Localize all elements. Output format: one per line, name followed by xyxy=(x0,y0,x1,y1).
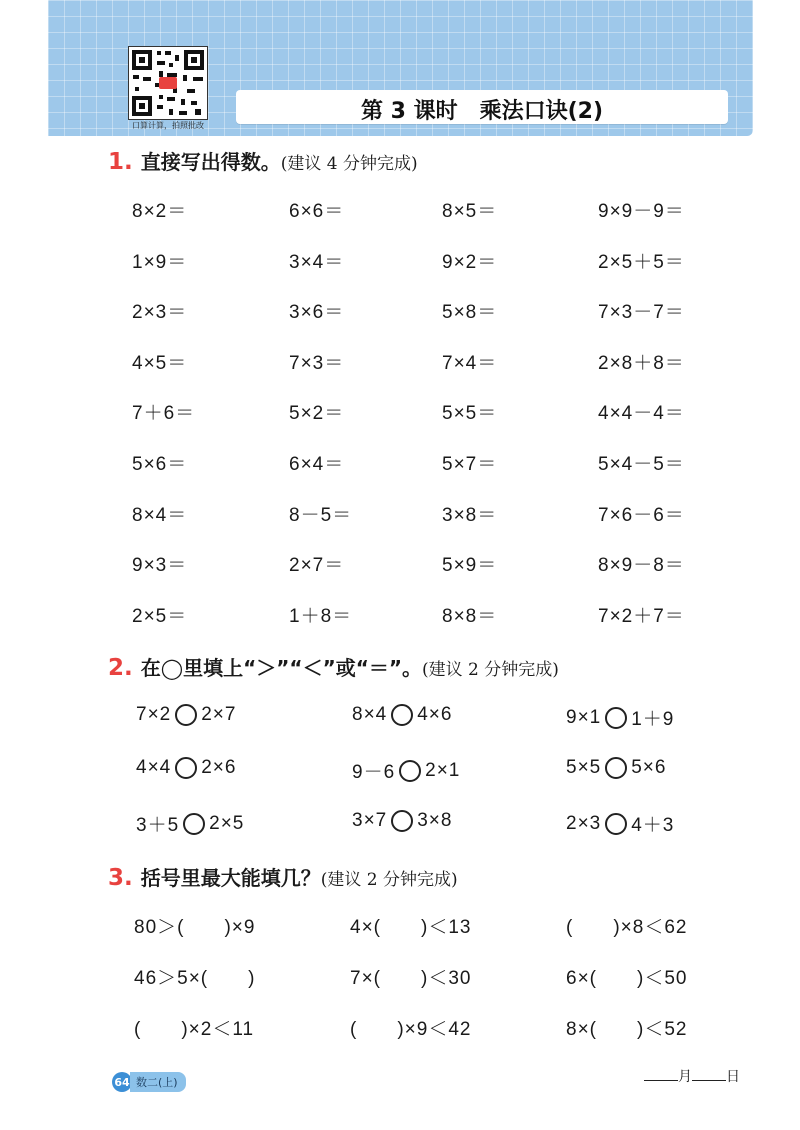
answer-circle-icon[interactable] xyxy=(175,757,197,779)
problem-cell[interactable]: 5×9＝ xyxy=(442,555,498,577)
problem-cell[interactable]: 5×2＝ xyxy=(289,403,345,425)
comparison-left: 8×4 xyxy=(352,704,388,725)
footer-badge xyxy=(112,1072,186,1092)
month-blank[interactable] xyxy=(644,1068,678,1081)
comparison-left: 7×2 xyxy=(136,704,172,725)
comparison-right: 4×6 xyxy=(417,704,453,725)
comparison-item xyxy=(136,757,236,779)
problem-cell[interactable]: 5×8＝ xyxy=(442,302,498,324)
comparison-item xyxy=(566,704,674,731)
problem-cell[interactable]: 5×4－5＝ xyxy=(598,454,685,475)
date-line xyxy=(644,1066,740,1086)
comparison-left: 3＋5 xyxy=(136,815,180,836)
problem-cell[interactable]: 2×3＝ xyxy=(132,302,188,324)
section-1-heading xyxy=(108,146,418,175)
comparison-right: 2×6 xyxy=(201,757,237,778)
fill-blank-item[interactable]: ( )×8＜62 xyxy=(566,917,688,938)
answer-circle-icon[interactable] xyxy=(605,707,627,729)
problem-cell[interactable]: 8－5＝ xyxy=(289,504,353,526)
lesson-title: 第 3 课时 乘法口诀(2) xyxy=(360,99,604,124)
section-1-title: 直接写出得数。 xyxy=(140,150,281,174)
answer-circle-icon[interactable] xyxy=(399,760,421,782)
problem-cell[interactable]: 5×6＝ xyxy=(132,454,188,475)
problem-cell[interactable]: 3×4＝ xyxy=(289,251,345,273)
problem-cell[interactable]: 5×7＝ xyxy=(442,454,498,475)
fill-blank-item[interactable]: 46＞5×( ) xyxy=(134,968,256,989)
fill-blank-item[interactable]: 8×( )＜52 xyxy=(566,1019,688,1040)
fill-blank-item[interactable]: 80＞( )×9 xyxy=(134,917,256,938)
comparison-item xyxy=(136,704,236,726)
fill-blank-item[interactable]: ( )×2＜11 xyxy=(134,1019,255,1040)
section-3-title: 括号里最大能填几？ xyxy=(140,866,321,890)
fill-blank-item[interactable]: 6×( )＜50 xyxy=(566,968,688,989)
answer-circle-icon[interactable] xyxy=(605,757,627,779)
problem-cell[interactable]: 7＋6＝ xyxy=(132,403,196,425)
section-2-number: 2. xyxy=(108,655,133,681)
comparison-right: 2×1 xyxy=(425,759,461,781)
answer-circle-icon[interactable] xyxy=(175,704,197,726)
comparison-right: 1＋9 xyxy=(631,709,675,730)
comparison-item xyxy=(352,810,452,832)
problem-cell[interactable]: 8×4＝ xyxy=(132,504,188,526)
problem-cell[interactable]: 7×2＋7＝ xyxy=(598,605,685,627)
comparison-right: 3×8 xyxy=(417,810,453,831)
comparison-item xyxy=(566,810,674,837)
problem-cell[interactable]: 2×7＝ xyxy=(289,555,345,577)
month-label: 月 xyxy=(678,1069,692,1085)
day-blank[interactable] xyxy=(692,1068,726,1081)
comparison-left: 9－6 xyxy=(352,762,396,783)
section-2-heading xyxy=(108,652,559,681)
fill-blank-item[interactable]: ( )×9＜42 xyxy=(350,1019,472,1040)
problem-cell[interactable]: 7×6－6＝ xyxy=(598,504,685,526)
section-1-hint: (建议 4 分钟完成) xyxy=(280,154,418,174)
problem-cell[interactable]: 7×3＝ xyxy=(289,352,345,374)
problem-cell[interactable]: 7×4＝ xyxy=(442,352,498,374)
comparison-right: 2×7 xyxy=(201,704,237,725)
problem-cell[interactable]: 9×2＝ xyxy=(442,251,498,273)
comparison-right: 2×5 xyxy=(209,812,245,834)
problem-cell[interactable]: 4×4－4＝ xyxy=(598,403,685,425)
problem-cell[interactable]: 2×5＋5＝ xyxy=(598,251,685,273)
grade-label: 数二(上) xyxy=(130,1072,186,1092)
problem-cell[interactable]: 1×9＝ xyxy=(132,251,188,273)
problem-cell[interactable]: 8×8＝ xyxy=(442,605,498,627)
problem-cell[interactable]: 8×5＝ xyxy=(442,201,498,222)
comparison-right: 4＋3 xyxy=(631,815,675,836)
qr-code-icon[interactable] xyxy=(128,46,208,120)
problem-cell[interactable]: 8×2＝ xyxy=(132,201,188,222)
fill-blank-item[interactable]: 4×( )＜13 xyxy=(350,917,472,938)
answer-circle-icon[interactable] xyxy=(391,810,413,832)
problem-cell[interactable]: 7×3－7＝ xyxy=(598,302,685,324)
qr-caption: 口算计算，拍照批改 xyxy=(132,121,204,130)
problem-cell[interactable]: 9×9－9＝ xyxy=(598,201,685,222)
problem-cell[interactable]: 1＋8＝ xyxy=(289,605,353,627)
answer-circle-icon[interactable] xyxy=(391,704,413,726)
problem-cell[interactable]: 2×8＋8＝ xyxy=(598,352,685,374)
lesson-title-bar xyxy=(236,90,728,124)
section-2-hint: (建议 2 分钟完成) xyxy=(422,660,559,680)
comparison-left: 9×1 xyxy=(566,706,602,728)
problem-cell[interactable]: 5×5＝ xyxy=(442,403,498,425)
answer-circle-icon[interactable] xyxy=(605,813,627,835)
page-number: 64 xyxy=(112,1072,132,1092)
comparison-left: 4×4 xyxy=(136,757,172,778)
comparison-item xyxy=(136,810,244,837)
problem-cell[interactable]: 4×5＝ xyxy=(132,352,188,374)
section-1-number: 1. xyxy=(108,149,133,175)
comparison-left: 2×3 xyxy=(566,812,602,834)
fill-blank-item[interactable]: 7×( )＜30 xyxy=(350,968,472,989)
comparison-left: 3×7 xyxy=(352,810,388,831)
section-3-heading xyxy=(108,862,458,891)
problem-cell[interactable]: 9×3＝ xyxy=(132,555,188,577)
section-3-hint: (建议 2 分钟完成) xyxy=(320,870,458,890)
problem-cell[interactable]: 3×6＝ xyxy=(289,302,345,324)
problem-cell[interactable]: 8×9－8＝ xyxy=(598,555,685,577)
comparison-item xyxy=(352,757,460,784)
problem-cell[interactable]: 3×8＝ xyxy=(442,504,498,526)
section-2-title: 在◯里填上“＞”“＜”或“＝”。 xyxy=(140,656,422,680)
day-label: 日 xyxy=(726,1069,740,1085)
comparison-left: 5×5 xyxy=(566,757,602,778)
answer-circle-icon[interactable] xyxy=(183,813,205,835)
problem-cell[interactable]: 6×4＝ xyxy=(289,454,345,475)
comparison-item xyxy=(352,704,452,726)
comparison-right: 5×6 xyxy=(631,757,667,778)
section-3-number: 3. xyxy=(108,865,133,891)
problem-cell[interactable]: 2×5＝ xyxy=(132,605,188,627)
comparison-item xyxy=(566,757,666,779)
problem-cell[interactable]: 6×6＝ xyxy=(289,201,345,222)
